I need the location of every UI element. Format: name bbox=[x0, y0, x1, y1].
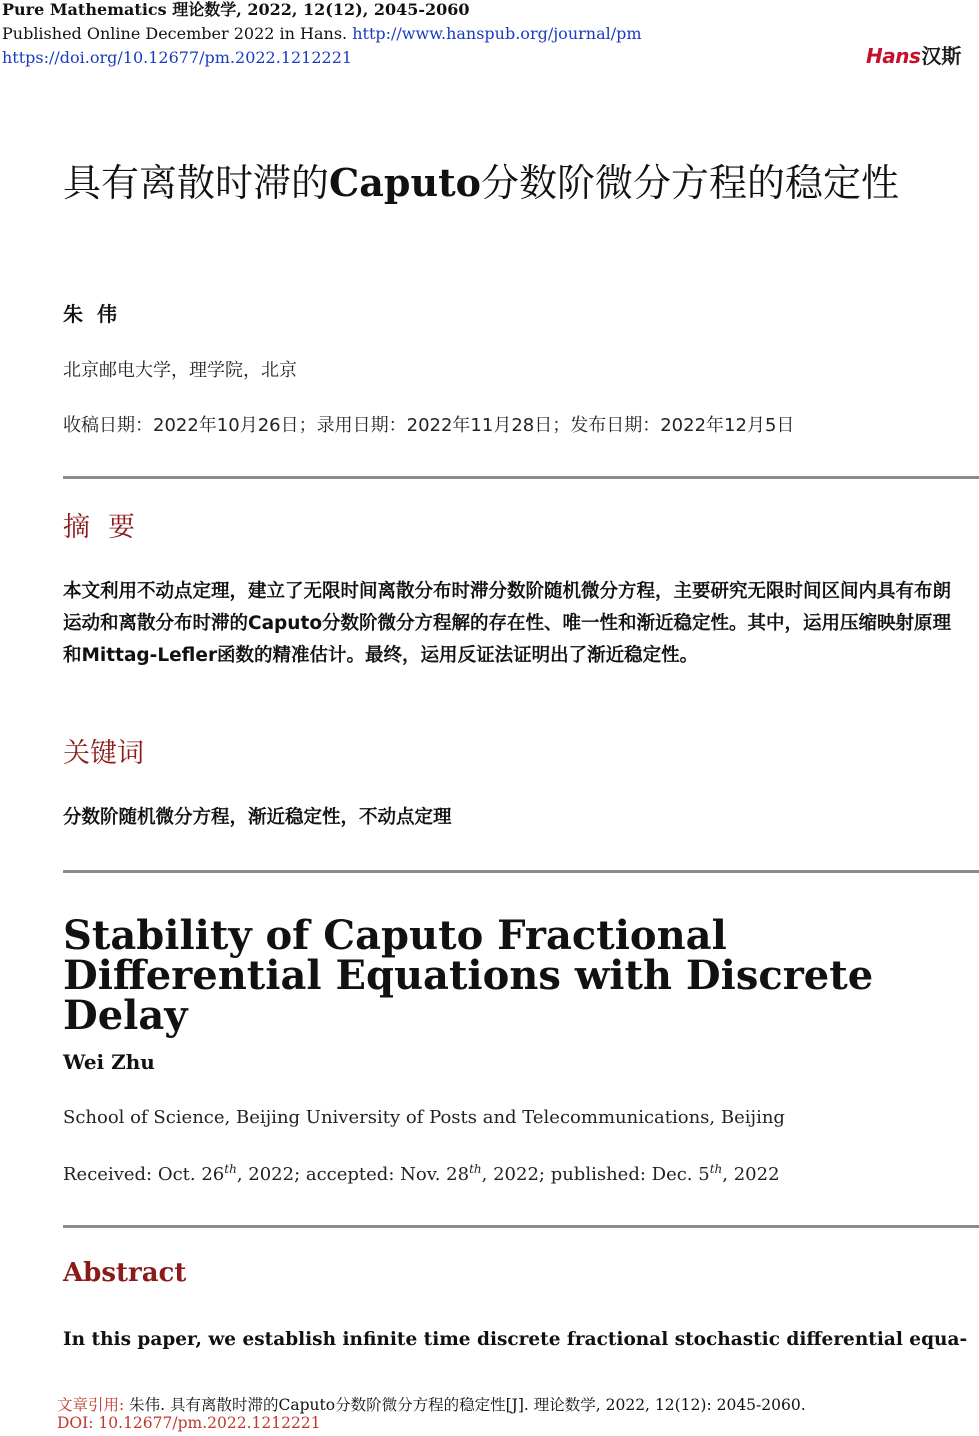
cn-dates: 收稿日期：2022年10月26日；录用日期：2022年11月28日；发布日期：2022年12月5日 bbox=[63, 415, 795, 436]
en-title: Stability of Caputo Fractional Differential Equations with Discrete Delay bbox=[63, 912, 874, 1039]
journal-header: Pure Mathematics 理论数学, 2022, 12(12), 2045-2060 bbox=[2, 0, 470, 19]
citation-footer bbox=[57, 1393, 806, 1415]
year-tail: , 2022 bbox=[722, 1164, 780, 1185]
doi-label: DOI: bbox=[57, 1414, 94, 1432]
en-author: Wei Zhu bbox=[63, 1050, 155, 1074]
divider bbox=[63, 870, 979, 873]
accepted-date: , 2022; accepted: Nov. 28 bbox=[236, 1164, 470, 1185]
cn-abstract-body: 本文利用不动点定理，建立了无限时间离散分布时滞分数阶随机微分方程，主要研究无限时间区间内具有布朗运动和离散分布时滞的Caputo分数阶微分方程解的存在性、唯一性和渐近稳定性。其中，运用压缩映射原理和Mittag-Lefler函数的精准估计。最终，运用反证法证明出了渐近稳定性。 bbox=[63, 581, 952, 666]
ordinal-suffix: th bbox=[469, 1162, 482, 1176]
logo-latin: Hans bbox=[866, 44, 921, 68]
cn-abstract-heading: 摘要 bbox=[63, 512, 153, 543]
cite-label: 文章引用: bbox=[57, 1396, 125, 1414]
published-prefix: Published Online December 2022 in Hans. bbox=[2, 24, 348, 43]
doi-footer bbox=[57, 1414, 321, 1432]
en-dates bbox=[63, 1162, 780, 1185]
divider bbox=[63, 476, 979, 479]
cn-author: 朱伟 bbox=[63, 302, 131, 326]
divider bbox=[63, 1225, 979, 1228]
ordinal-suffix: th bbox=[224, 1162, 237, 1176]
en-affiliation: School of Science, Beijing University of Posts and Telecommunications, Beijing bbox=[63, 1107, 785, 1128]
ordinal-suffix: th bbox=[709, 1162, 723, 1176]
doi-value[interactable]: 10.12677/pm.2022.1212221 bbox=[98, 1414, 321, 1432]
journal-link[interactable]: http://www.hanspub.org/journal/pm bbox=[352, 24, 642, 43]
published-date: , 2022; published: Dec. 5 bbox=[481, 1164, 710, 1185]
cn-title-part2: 分数阶微分方程的稳定性 bbox=[480, 161, 899, 205]
en-abstract-body: In this paper, we establish infinite time discrete fractional stochastic differential equa- bbox=[63, 1329, 968, 1350]
publication-line bbox=[2, 22, 642, 46]
received-date: Received: Oct. 26 bbox=[63, 1164, 225, 1185]
cn-affiliation: 北京邮电大学，理学院，北京 bbox=[63, 360, 297, 381]
doi-link[interactable]: https://doi.org/10.12677/pm.2022.1212221 bbox=[2, 48, 353, 67]
cn-keywords: 分数阶随机微分方程，渐近稳定性，不动点定理 bbox=[63, 807, 452, 828]
cn-title bbox=[63, 160, 943, 206]
cn-title-latin: Caputo bbox=[329, 160, 481, 205]
hans-logo bbox=[866, 40, 961, 69]
logo-cn: 汉斯 bbox=[921, 44, 962, 68]
cn-keywords-heading: 关键词 bbox=[63, 738, 144, 769]
en-abstract-heading: Abstract bbox=[63, 1258, 187, 1288]
cn-title-part1: 具有离散时滞的 bbox=[63, 161, 330, 205]
cite-text: 朱伟. 具有离散时滞的Caputo分数阶微分方程的稳定性[J]. 理论数学, 2022, 12(12): 2045-2060. bbox=[129, 1396, 806, 1414]
